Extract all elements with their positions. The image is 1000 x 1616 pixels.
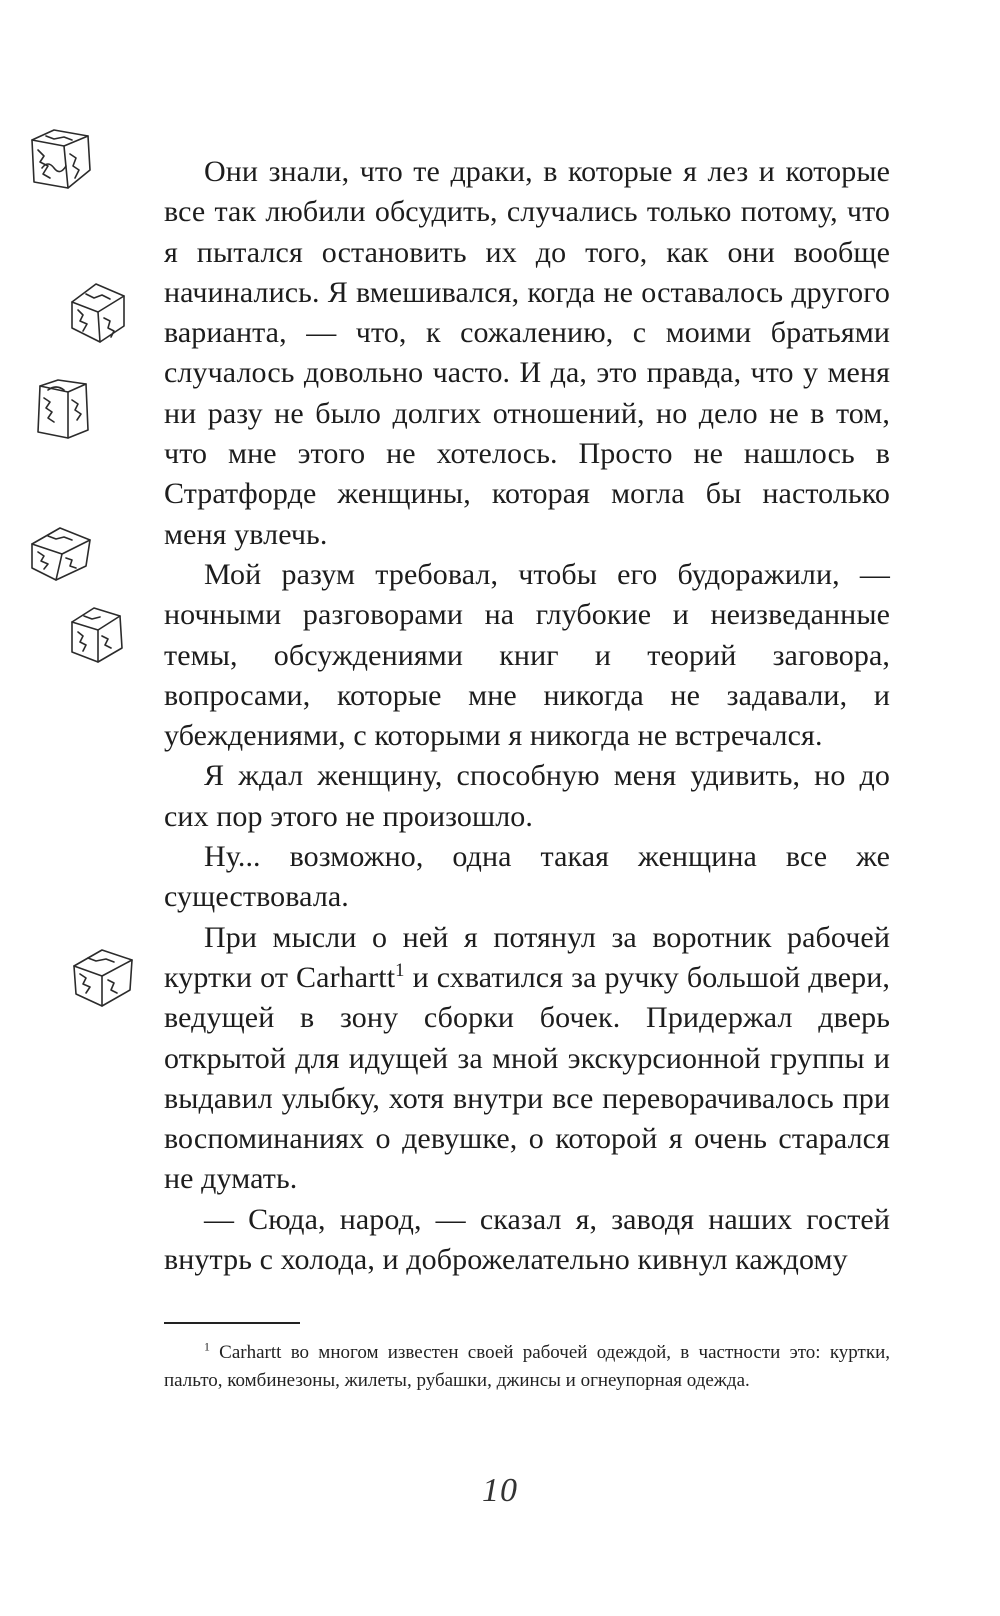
paragraph [164,918,890,1200]
ice-cube-icon [66,604,126,666]
page-number: 10 [482,1472,518,1509]
paragraph: Они знали, что те драки, в которые я лез и которые все так любили обсудить, случались только потому, что я пытался остановить их до того, как они вообще начинались. Я вмешивался, когда не оставалось другого варианта, — что, к сожалению, с моими братьями случалось довольно часто. И да, это правда, что у меня ни разу не было долгих отношений, но дело не в том, что мне этого не хотелось. Просто не нашлось в Стратфорде женщины, которая могла бы настолько меня увлечь. [164,155,890,551]
footnote-divider [164,1322,300,1324]
ice-cube-icon [68,944,138,1010]
footnote [164,1339,890,1395]
ice-cube-icon [66,280,130,346]
footnote-marker: 1 [204,1340,210,1354]
paragraph: Мой разум требовал, чтобы его будоражили, — ночными разговорами на глубокие и неизведанные темы, обсуждениями книг и теорий заговора, вопросами, которые мне никогда не задавали, и убеждениями, с которыми я никогда не встречался. [164,557,890,753]
ice-cube-icon [24,126,94,192]
body-text [164,152,890,1280]
paragraph: Я ждал женщину, способную меня удивить, но до сих пор этого не произошло. [164,759,890,833]
ice-cube-icon [34,376,92,442]
ice-cube-icon [26,524,96,584]
paragraph-text: и схватился за ручку большой двери, ведущей в зону сборки бочек. Придержал дверь открытой для идущей за мной экскурсионной группы и выдавил улыбку, хотя внутри все переворачивалось при воспоминаниях о девушке, о которой я очень старался не думать. [164,960,890,1196]
footnote-text: Carhartt во многом известен своей рабочей одеждой, в частности это: куртки, пальто, комбинезоны, жилеты, рубашки, джинсы и огнеупорная одежда. [164,1342,890,1391]
paragraph: — Сюда, народ, — сказал я, заводя наших гостей внутрь с холода, и доброжелательно кивнул каждому [164,1202,890,1277]
paragraph: Ну... возможно, одна такая женщина все же существовала. [164,840,890,914]
paragraph-text: При мысли о ней я потянул за воротник рабочей куртки от Carhartt [164,920,890,994]
footnote-reference[interactable]: 1 [395,959,405,981]
